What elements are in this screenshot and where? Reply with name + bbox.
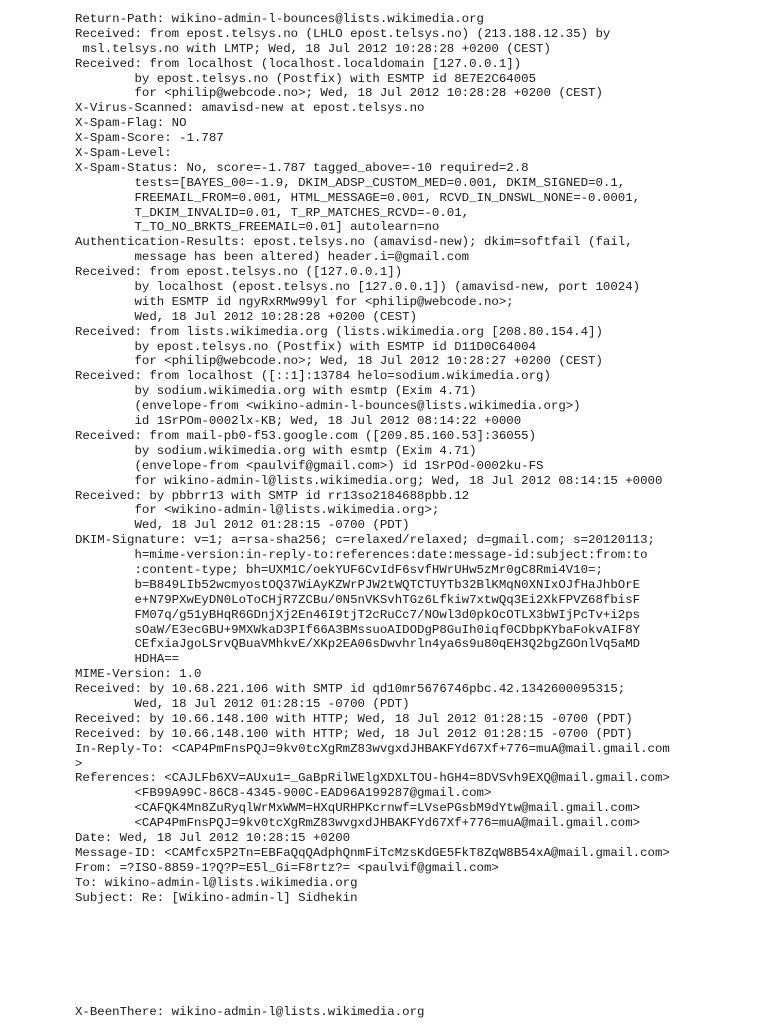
header-line: by epost.telsys.no (Postfix) with ESMTP id 8E7E2C64005 xyxy=(75,71,537,86)
header-line: To: wikino-admin-l@lists.wikimedia.org xyxy=(75,875,358,890)
header-line: CEfxiaJgoLSrvQBuaVMhkvE/XKp2EA06sDwvhrln4ya6s9u80qEH3Q2bgZGOnlVq5aMD xyxy=(75,637,641,652)
header-line: X-Spam-Status: No, score=-1.787 tagged_above=-10 required=2.8 xyxy=(75,160,529,175)
header-line: tests=[BAYES_00=-1.9, DKIM_ADSP_CUSTOM_MED=0.001, DKIM_SIGNED=0.1, xyxy=(75,175,626,190)
header-line: by sodium.wikimedia.org with esmtp (Exim 4.71) xyxy=(75,443,477,458)
header-line: DKIM-Signature: v=1; a=rsa-sha256; c=relaxed/relaxed; d=gmail.com; s=20120113; xyxy=(75,533,655,548)
header-line: Received: from localhost ([::1]:13784 helo=sodium.wikimedia.org) xyxy=(75,369,551,384)
header-line: by localhost (epost.telsys.no [127.0.0.1]) (amavisd-new, port 10024) xyxy=(75,280,641,295)
header-line: Return-Path: wikino-admin-l-bounces@lists.wikimedia.org xyxy=(75,12,484,26)
header-line: (envelope-from <paulvif@gmail.com>) id 1SrPOd-0002ku-FS xyxy=(75,458,544,473)
header-line: <CAP4PmFnsPQJ=9kv0tcXgRmZ83wvgxdJHBAKFYd67Xf+776=muA@mail.gmail.com> xyxy=(75,816,641,831)
header-line: e+N79PXwEyDN0LoToCHjR7ZCBu/0N5nVKSvhTGz6Lfkiw7xtwQq3Ei2XkFPVZ68fbisF xyxy=(75,592,641,607)
header-line: From: =?ISO-8859-1?Q?P=E5l_Gi=F8rtz?= <paulvif@gmail.com> xyxy=(75,860,499,875)
header-line: Received: by 10.68.221.106 with SMTP id qd10mr5676746pbc.42.1342600095315; xyxy=(75,682,626,697)
email-header-block xyxy=(75,12,670,905)
header-line: Authentication-Results: epost.telsys.no (amavisd-new); dkim=softfail (fail, xyxy=(75,235,633,250)
header-line: FM07q/g51yBHqR6GDnjXj2En46I9tjT2cRuCc7/NOwl3d0pkOcOTLX3bWIjPcTv+i2ps xyxy=(75,607,641,622)
header-line: message has been altered) header.i=@gmail.com xyxy=(75,250,470,265)
header-line: by sodium.wikimedia.org with esmtp (Exim 4.71) xyxy=(75,384,477,399)
header-line: for wikino-admin-l@lists.wikimedia.org; Wed, 18 Jul 2012 08:14:15 +0000 xyxy=(75,473,663,488)
header-line: for <philip@webcode.no>; Wed, 18 Jul 2012 10:28:27 +0200 (CEST) xyxy=(75,354,603,369)
header-line: Received: from epost.telsys.no ([127.0.0.1]) xyxy=(75,265,403,280)
header-line: X-Spam-Level: xyxy=(75,146,172,161)
header-line: <FB99A99C-86C8-4345-900C-EAD96A199287@gmail.com> xyxy=(75,786,492,801)
header-line: h=mime-version:in-reply-to:references:date:message-id:subject:from:to xyxy=(75,548,648,563)
header-line: Received: from mail-pb0-f53.google.com ([209.85.160.53]:36055) xyxy=(75,428,537,443)
header-line: sOaW/E3ecGBU+9MXWkaD3PIf66A3BMssuoAIDODgP8GuIh0iqf0CDbpKYbaFokvAIF8Y xyxy=(75,622,641,637)
header-line: Received: from localhost (localhost.localdomain [127.0.0.1]) xyxy=(75,56,522,71)
header-line: HDHA== xyxy=(75,652,180,667)
header-line: b=B849LIb52wcmyostOQ37WiAyKZWrPJW2tWQTCTUYTb32BlKMqN0XNIxOJfHaJhbOrE xyxy=(75,577,641,592)
header-line: Wed, 18 Jul 2012 01:28:15 -0700 (PDT) xyxy=(75,696,410,711)
header-line: Received: from epost.telsys.no (LHLO epost.telsys.no) (213.188.12.35) by xyxy=(75,26,611,41)
header-line: Received: by 10.66.148.100 with HTTP; Wed, 18 Jul 2012 01:28:15 -0700 (PDT) xyxy=(75,711,633,726)
header-line: Subject: Re: [Wikino-admin-l] Sidhekin xyxy=(75,890,358,905)
header-line: FREEMAIL_FROM=0.001, HTML_MESSAGE=0.001, RCVD_IN_DNSWL_NONE=-0.0001, xyxy=(75,190,641,205)
header-line: Message-ID: <CAMfcx5P2Tn=EBFaQqQAdphQnmFiTcMzsKdGE5FkT8ZqW8B54xA@mail.gmail.com> xyxy=(75,845,670,860)
x-beenthere-line: X-BeenThere: wikino-admin-l@lists.wikimedia.org xyxy=(75,1005,425,1019)
header-line: (envelope-from <wikino-admin-l-bounces@lists.wikimedia.org>) xyxy=(75,399,581,414)
header-line: id 1SrPOm-0002lx-KB; Wed, 18 Jul 2012 08:14:22 +0000 xyxy=(75,414,522,429)
header-line: by epost.telsys.no (Postfix) with ESMTP id D11D0C64004 xyxy=(75,339,537,354)
header-line: X-Spam-Score: -1.787 xyxy=(75,131,224,146)
header-line: <CAFQK4Mn8ZuRyqlWrMxWWM=HXqURHPKcrnwf=LVsePGsbM9dYtw@mail.gmail.com> xyxy=(75,801,641,816)
header-line: Date: Wed, 18 Jul 2012 10:28:15 +0200 xyxy=(75,830,351,845)
header-line: for <philip@webcode.no>; Wed, 18 Jul 2012 10:28:28 +0200 (CEST) xyxy=(75,86,603,101)
header-line: Wed, 18 Jul 2012 10:28:28 +0200 (CEST) xyxy=(75,309,418,324)
header-line: Received: from lists.wikimedia.org (lists.wikimedia.org [208.80.154.4]) xyxy=(75,324,603,339)
header-line: T_TO_NO_BRKTS_FREEMAIL=0.01] autolearn=no xyxy=(75,220,440,235)
header-line: Wed, 18 Jul 2012 01:28:15 -0700 (PDT) xyxy=(75,518,410,533)
header-line: In-Reply-To: <CAP4PmFnsPQJ=9kv0tcXgRmZ83wvgxdJHBAKFYd67Xf+776=muA@mail.gmail.com xyxy=(75,741,670,756)
header-line: with ESMTP id ngyRxRMw99yl for <philip@webcode.no>; xyxy=(75,294,514,309)
header-line: X-Spam-Flag: NO xyxy=(75,116,187,131)
header-line: msl.telsys.no with LMTP; Wed, 18 Jul 2012 10:28:28 +0200 (CEST) xyxy=(75,41,551,56)
header-line: > xyxy=(75,756,83,771)
header-line: :content-type; bh=UXM1C/oekYUF6CvIdF6svfHWrUHw5zMr0gC8Rmi4V10=; xyxy=(75,562,603,577)
header-line: X-Virus-Scanned: amavisd-new at epost.telsys.no xyxy=(75,101,425,116)
header-line: T_DKIM_INVALID=0.01, T_RP_MATCHES_RCVD=-0.01, xyxy=(75,205,470,220)
header-line: for <wikino-admin-l@lists.wikimedia.org>; xyxy=(75,503,440,518)
header-line: References: <CAJLFb6XV=AUxu1=_GaBpRilWElgXDXLTOU-hGH4=8DVSvh9EXQ@mail.gmail.com> xyxy=(75,771,670,786)
header-line: MIME-Version: 1.0 xyxy=(75,667,202,682)
header-line: Received: by pbbrr13 with SMTP id rr13so2184688pbb.12 xyxy=(75,488,470,503)
header-line: Received: by 10.66.148.100 with HTTP; Wed, 18 Jul 2012 01:28:15 -0700 (PDT) xyxy=(75,726,633,741)
